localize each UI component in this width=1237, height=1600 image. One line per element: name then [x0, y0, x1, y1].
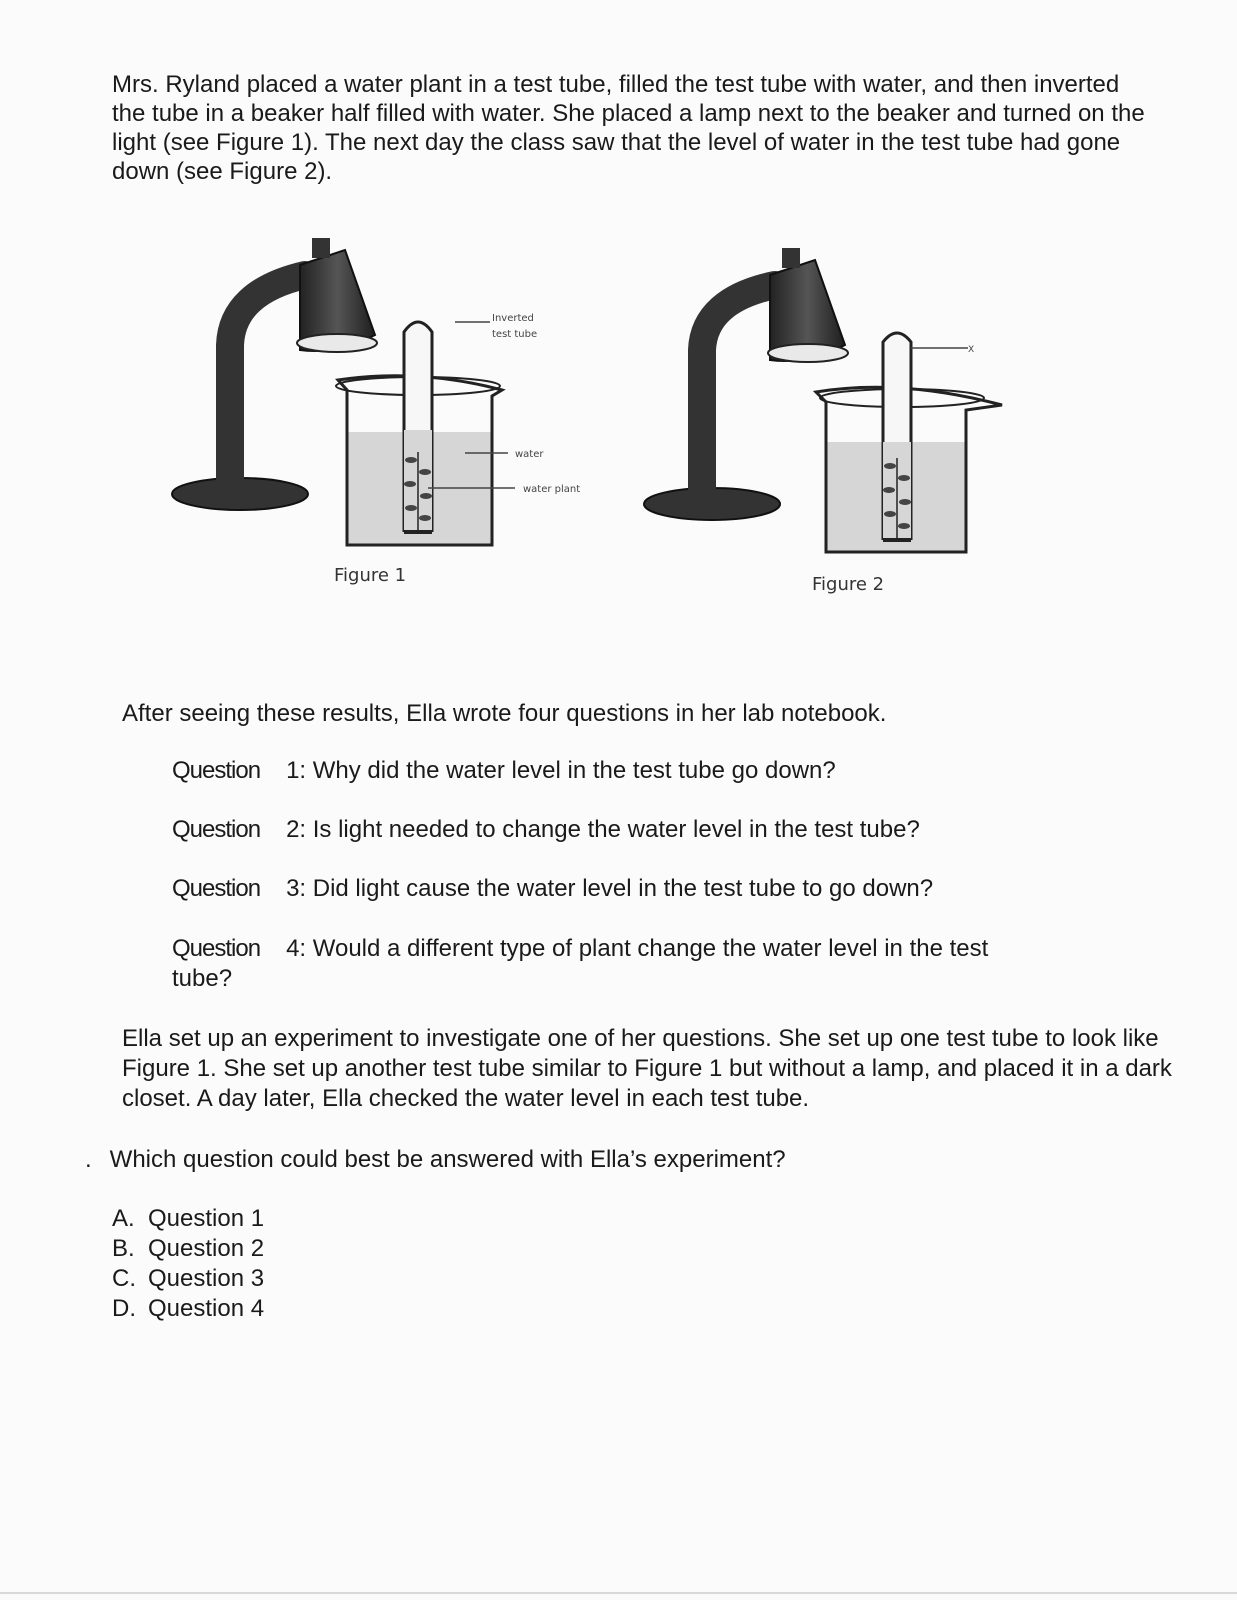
answer-choices [112, 1204, 264, 1324]
question-word: Question [172, 757, 261, 784]
choice-letter: D. [112, 1295, 136, 1322]
setup-paragraph: Ella set up an experiment to investigate one of her questions. She set up one test tube to look like Figure 1. She set up another test tube similar to Figure 1 but without a lamp, and placed it in a dark closet. A day later, Ella checked the water level in each test tube. [122, 1025, 1172, 1112]
choice-letter: B. [112, 1235, 135, 1262]
question-word: Question [172, 875, 261, 902]
question-1 [172, 756, 992, 786]
lamp-2 [644, 248, 848, 520]
figures-illustration [0, 220, 1237, 620]
question-3 [172, 874, 992, 904]
label-water-plant: water plant [523, 484, 581, 495]
test-tube-2 [883, 333, 911, 540]
question-prompt [85, 1146, 786, 1174]
question-text: 3: Did light cause the water level in the test tube to go down? [286, 875, 934, 902]
prompt-marker: . [85, 1146, 92, 1173]
choice-letter: A. [112, 1205, 135, 1232]
figure-area [0, 220, 1237, 620]
after-paragraph: After seeing these results, Ella wrote four questions in her lab notebook. [122, 700, 887, 727]
choice-c[interactable] [112, 1264, 264, 1294]
question-text: 4: Would a different type of plant change the water level in the test tube? [172, 935, 989, 992]
choice-a[interactable] [112, 1204, 264, 1234]
figure-1-caption: Figure 1 [334, 565, 407, 586]
label-x: X [968, 345, 975, 355]
figure-1 [172, 238, 580, 545]
intro-paragraph: Mrs. Ryland placed a water plant in a test tube, filled the test tube with water, and then inverted the tube in a beaker half filled with water. She placed a lamp next to the beaker and turned on the light (see Figure 1). The next day the class saw that the level of water in the test tube had gone down (see Figure 2). [112, 71, 1145, 185]
choice-text: Question 2 [148, 1235, 265, 1262]
label-water: water [515, 449, 544, 460]
figure-2-caption: Figure 2 [812, 574, 885, 595]
test-tube-1 [404, 322, 432, 532]
question-2 [172, 815, 992, 845]
choice-b[interactable] [112, 1234, 264, 1264]
label-test-tube: test tube [492, 329, 538, 340]
label-inverted: Inverted [492, 313, 534, 324]
choice-text: Question 4 [148, 1295, 265, 1322]
choice-text: Question 3 [148, 1265, 265, 1292]
question-word: Question [172, 816, 261, 843]
choice-letter: C. [112, 1265, 136, 1292]
question-text: 2: Is light needed to change the water level in the test tube? [286, 816, 920, 843]
question-4 [172, 934, 992, 994]
prompt-text: Which question could best be answered with Ella’s experiment? [109, 1146, 786, 1173]
page-bottom-edge [0, 1592, 1237, 1594]
choice-text: Question 1 [148, 1205, 265, 1232]
figure-2 [644, 248, 1002, 552]
question-word: Question [172, 935, 261, 962]
choice-d[interactable] [112, 1294, 264, 1324]
question-text: 1: Why did the water level in the test tube go down? [286, 757, 836, 784]
